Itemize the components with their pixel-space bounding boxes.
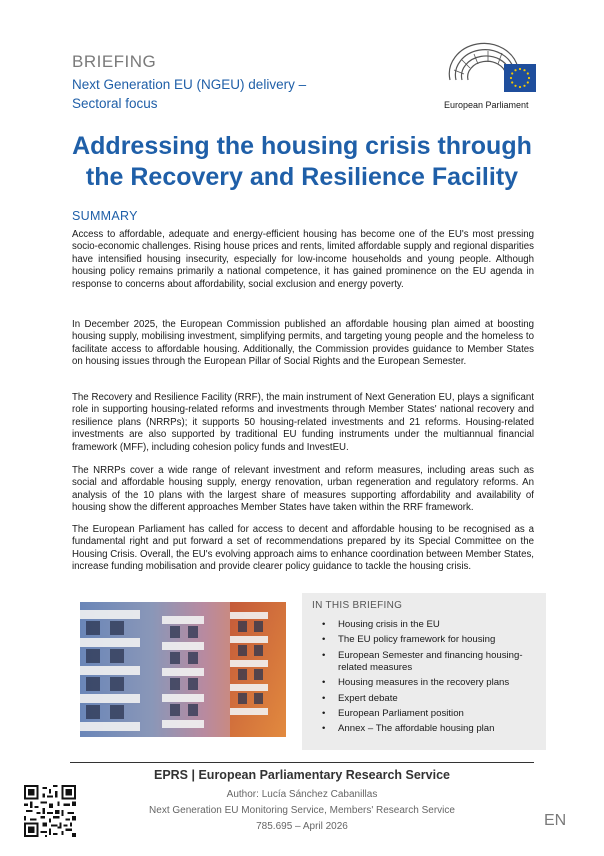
toc-item[interactable]: • Housing measures in the recovery plans [312, 677, 536, 689]
unit-line: Next Generation EU Monitoring Service, Members' Research Service [149, 805, 455, 816]
author-line: Author: Lucía Sánchez Cabanillas [226, 789, 378, 800]
subtitle-line-1: Next Generation EU (NGEU) delivery – [72, 77, 307, 92]
subtitle-line-2: Sectoral focus [72, 96, 158, 111]
toc-item[interactable]: • Housing crisis in the EU [312, 619, 536, 631]
toc-item[interactable]: • The EU policy framework for housing [312, 634, 536, 646]
summary-heading: SUMMARY [72, 209, 138, 223]
apartment-building-photo [80, 602, 286, 737]
toc-item[interactable]: • European Semester and financing housing-related measures [312, 650, 536, 674]
page-title [40, 131, 564, 193]
title-line-2: the Recovery and Resilience Facility [85, 163, 519, 191]
toc-item[interactable]: • Annex – The affordable housing plan [312, 723, 536, 735]
language-code: EN [544, 812, 567, 829]
qr-code[interactable] [24, 785, 76, 837]
title-line-1: Addressing the housing crisis through [72, 132, 532, 160]
summary-paragraph: Access to affordable, adequate and energy-efficient housing has become one of the EU's most pressing socio-economic challenges. Rising house prices and rents, limited affordable supply and regional disparities have intensified housing insecurity, especially for low-income households and young people. Although housing policy remains primarily a national competence, it has gained prominence on the EU agenda in response to concerns about affordability, social exclusion and energy poverty. [72, 229, 534, 290]
toc-title: IN THIS BRIEFING [312, 600, 403, 611]
toc-item[interactable]: • European Parliament position [312, 708, 536, 720]
eprs-service-name: EPRS | European Parliamentary Research Service [153, 768, 450, 782]
summary-paragraph: The Recovery and Resilience Facility (RRF), the main instrument of Next Generation EU, plays a significant role in supporting housing-related reforms and investments through Member States' national recovery and resilience plans (NRRPs); it supports 50 housing-related investments and 21 reforms. Housing-related investments are also supported by traditional EU funding instruments under the multiannual financial framework (MFF), including cohesion policy funds and InvestEU. [72, 392, 534, 453]
summary-paragraph: The NRRPs cover a wide range of relevant investment and reform measures, including areas such as social and affordable housing supply, energy renovation, urban regeneration and regulatory reforms. An analysis of the 10 plans with the largest share of measures supporting affordability and availability of housing show the different approaches Member States have taken within the RRF framework. [72, 465, 534, 514]
in-this-briefing-box [302, 593, 546, 750]
footer-divider [70, 762, 534, 763]
toc-item[interactable]: • Expert debate [312, 693, 536, 705]
toc-list [312, 619, 536, 735]
reference-line: 785.695 – April 2026 [256, 821, 348, 832]
briefing-label: BRIEFING [72, 52, 157, 71]
logo-caption: European Parliament [444, 100, 529, 110]
summary-paragraph: The European Parliament has called for access to decent and affordable housing to be recognised as a fundamental right and put forward a set of recommendations prepared by its Special Committee on the Housing Crisis. Overall, the EU's evolving approach aims to enhance coordination between Member States, increase funding mobilisation and provide clearer policy guidance to tackle the housing crisis. [72, 524, 534, 573]
briefing-series-subtitle [72, 75, 372, 113]
summary-paragraph: In December 2025, the European Commission published an affordable housing plan aimed at boosting housing supply, mobilising investment, simplifying permits, and targeting young people and the homeless to facilitate access to affordable housing. Additionally, the Commission provides guidance to Member States on housing issues through the European Pillar of Social Rights and the European Semester. [72, 319, 534, 368]
